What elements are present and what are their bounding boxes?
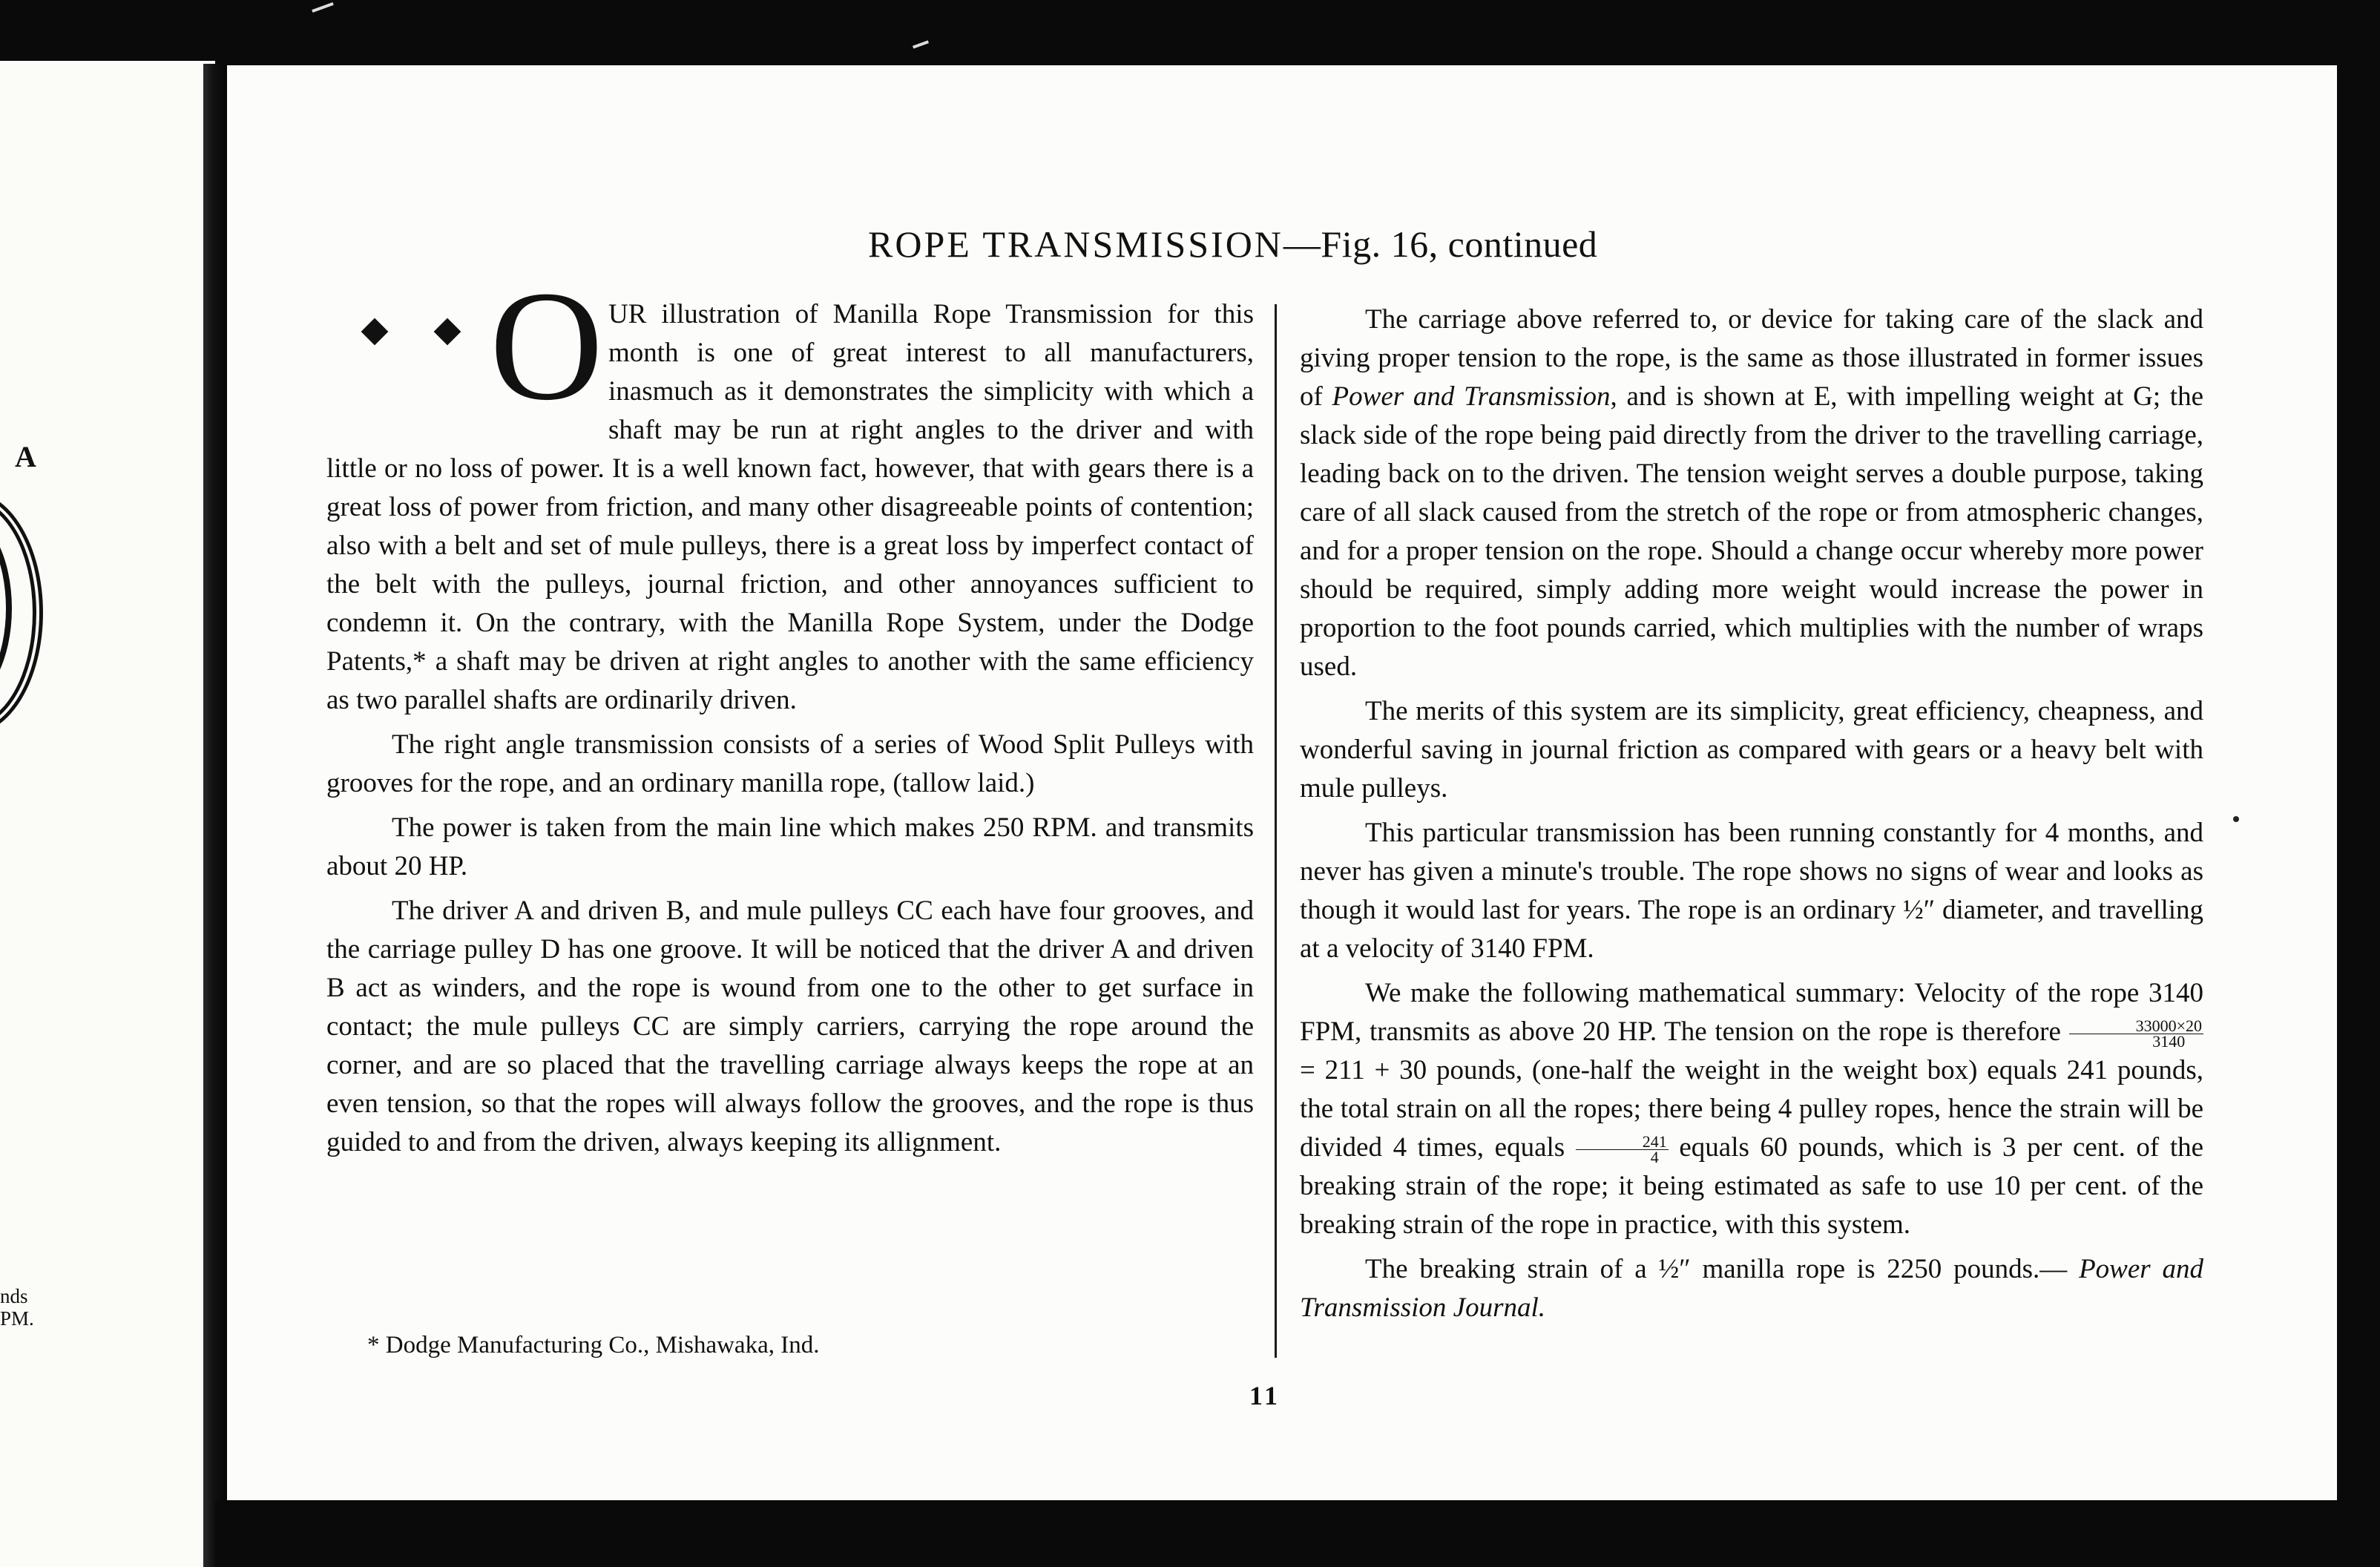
left-page-text-fragment: nds: [0, 1285, 28, 1307]
page-title: [868, 223, 1729, 266]
fraction: [2069, 1016, 2203, 1051]
text-run: equals 60 pounds, which is 3 per cent. of the breaking strain of the rope; it being estimated as safe to use 10 per cent. of the breaking strain of the rope in practice, with this system.: [1300, 1132, 2204, 1240]
right-column: [1300, 300, 2203, 1327]
left-column: [326, 258, 1254, 1162]
paragraph: The merits of this system are its simplicity, great efficiency, cheapness, and wonderful saving in journal friction as compared with gears or a heavy belt with mule pulleys.: [1300, 696, 2203, 804]
column-divider: [1275, 304, 1277, 1358]
page-title-suffix: —Fig. 16, continued: [1283, 223, 1598, 265]
paragraph: [1300, 300, 2203, 686]
paragraph: The right angle transmission consists of a series of Wood Split Pulleys with grooves for the rope, and an ordinary manilla rope, (tallow laid.): [326, 729, 1254, 798]
paragraph: The power is taken from the main line which makes 250 RPM. and transmits about 20 HP.: [326, 812, 1254, 881]
left-page-fragment: [0, 61, 215, 1567]
fraction-numerator: 241: [1576, 1134, 1669, 1150]
journal-title: Power and Transmission: [1332, 381, 1611, 412]
paragraph: The driver A and driven B, and mule pulleys CC each have four grooves, and the carriage pulley D has one groove. It will be noticed that the driver A and driven B act as winders, and the rope is wound from one to the other to get surface in contact; the mule pulleys CC are simply carriers, carrying the rope around the corner, and are so placed that the travelling carriage always keeps the rope at an even tension, so that the ropes will always follow the grooves, and the rope is thus guided to and from the driven, always keeping its allignment.: [326, 896, 1254, 1157]
text-run: diameter, and travelling at a velocity of 3140 FPM.: [1300, 895, 2204, 964]
paragraph: [1300, 1250, 2203, 1327]
drop-cap: O: [490, 258, 604, 433]
fraction-denominator: 3140: [2152, 1032, 2186, 1051]
page-title-main: ROPE TRANSMISSION: [868, 223, 1283, 265]
fraction: [1576, 1134, 1669, 1165]
paragraph: UR illustration of Manilla Rope Transmission for this month is one of great interest to all manufacturers, inasmuch as it demonstrates the simplicity with which a shaft may be run at right angles to the driver and with little or no loss of power. It is a well known fact, however, that with gears there is a great loss of power from friction, and many other disagreeable points of contention; also with a belt and set of mule pulleys, there is a great loss by imperfect contact of the belt with the pulleys, journal friction, and other annoyances sufficient to condemn it. On the contrary, with the Manilla Rope System, under the Dodge Patents,* a shaft may be driven at right angles to another with the same efficiency as two parallel shafts are ordinarily driven.: [326, 299, 1254, 715]
text-run: , and is shown at E, with impelling weight at G; the slack side of the rope being paid directly from the driver to the travelling carriage, leading back on to the driven. The tension weight serves a double purpose, taking care of all slack caused from the stretch of the rope or from atmospheric changes, and for a proper tension on the rope. Should a change occur whereby more power should be required, simply adding more weight would increase the power in proportion to the foot pounds carried, which multiplies with the number of wraps used.: [1300, 381, 2204, 682]
left-page-letter: A: [15, 440, 36, 473]
scan-bottom-border: [215, 1500, 2380, 1567]
ornament: [326, 258, 604, 433]
book-gutter: [203, 64, 229, 1567]
text-run: manilla rope is 2250 pounds.—: [1702, 1254, 2068, 1284]
text-run: This particular transmission has been running constantly for 4 months, and never has given a minute's trouble. The rope shows no signs of wear and looks as though it would last for years. The rope is an ordinary: [1300, 818, 2203, 925]
fraction: ½″: [1658, 1254, 1691, 1284]
left-page-text-fragment: PM.: [0, 1307, 34, 1330]
text-run: We make the following mathematical summary: Velocity of the rope 3140 FPM, transmits as above 20 HP. The tension on the rope is therefore: [1300, 978, 2203, 1047]
text-run: = 211 + 30 pounds, (one-half the weight in the weight box) equals 241 pounds, the total strain on all the ropes; there being 4 pulley ropes, hence the strain will be divided 4 times, equals: [1300, 1055, 2203, 1163]
footnote: * Dodge Manufacturing Co., Mishawaka, Ind.: [367, 1332, 820, 1359]
fraction: ½″: [1903, 895, 1936, 925]
text-run: The carriage above referred to, or device for taking care of the slack and giving proper tension to the rope, is the same as those illustrated in former issues of: [1300, 304, 2203, 412]
scan-top-border: [0, 0, 2380, 67]
paragraph: [1300, 974, 2203, 1244]
paragraph: [1300, 814, 2203, 968]
text-run: The breaking strain of a: [1365, 1254, 1647, 1284]
diamond-ornament-icon: [361, 318, 389, 346]
journal-citation: Power and Transmission Journal.: [1300, 1254, 2203, 1323]
fraction-denominator: 4: [1650, 1148, 1659, 1167]
fraction-numerator: 33000×20: [2069, 1019, 2203, 1034]
scan-right-border: [2337, 65, 2380, 1501]
scan-speck: [2233, 816, 2239, 822]
diamond-ornament-icon: [434, 318, 461, 346]
page-number: 11: [1249, 1381, 1281, 1410]
